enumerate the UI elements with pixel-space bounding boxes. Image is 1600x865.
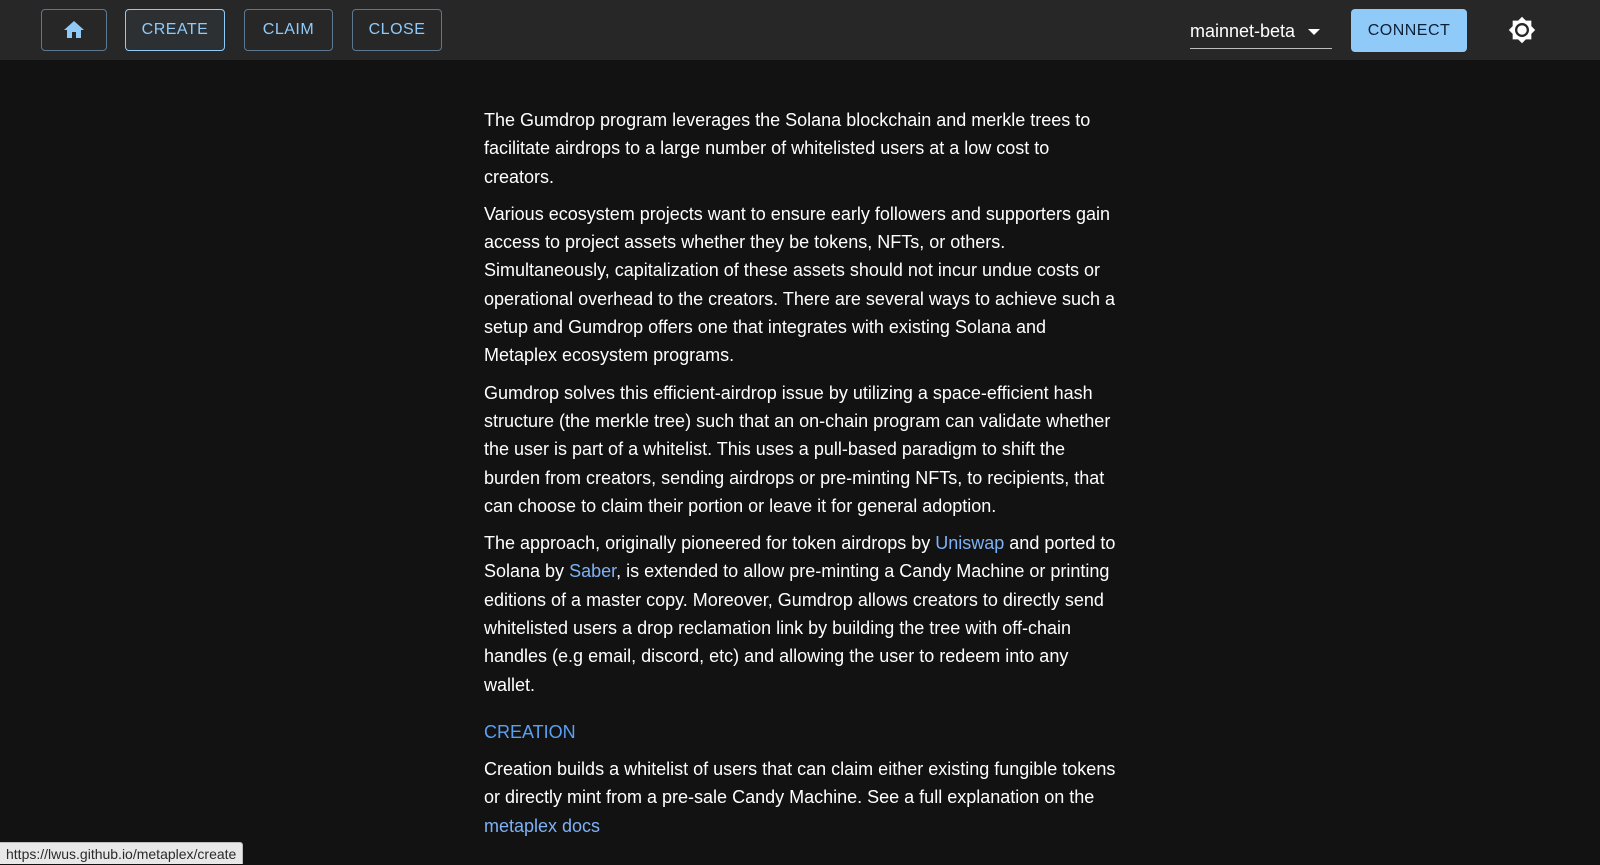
home-button[interactable] <box>41 9 107 51</box>
connect-button[interactable]: CONNECT <box>1351 9 1467 52</box>
main-content <box>484 106 1124 849</box>
ecosystem-paragraph: Various ecosystem projects want to ensure early followers and supporters gain access to project assets whether they be tokens, NFTs, or others. Simultaneously, capitalization of these assets should not incur undue costs or operational overhead to the creators. There are several ways to achieve such a setup and Gumdrop offers one that integrates with existing Solana and Metaplex ecosystem programs. <box>484 203 1116 366</box>
metaplex-docs-link[interactable]: metaplex docs <box>484 815 601 836</box>
create-button[interactable]: CREATE <box>125 9 225 51</box>
network-select[interactable] <box>1190 14 1332 49</box>
home-icon <box>62 18 86 42</box>
uniswap-link[interactable]: Uniswap <box>935 533 1005 554</box>
claim-button[interactable]: CLAIM <box>244 9 333 51</box>
approach-text-3: , is extended to allow pre-minting a Candy Machine or printing editions of a master copy. Moreover, Gumdrop allows creators to directly send whitelisted users a drop reclamation link by building the tree with off-chain handles (e.g email, discord, etc) and allowing the user to redeem into any wallet. <box>484 561 1110 695</box>
creation-heading: CREATION <box>484 721 576 742</box>
close-button[interactable]: CLOSE <box>352 9 442 51</box>
approach-paragraph <box>484 529 1124 699</box>
approach-text-1: The approach, originally pioneered for token airdrops by <box>484 533 936 554</box>
chevron-down-icon <box>1308 29 1320 35</box>
link-status-bar: https://lwus.github.io/metaplex/create <box>0 842 243 864</box>
saber-link[interactable]: Saber <box>569 561 617 582</box>
approach-text-2: and ported to Solana by <box>484 533 1116 582</box>
creation-text: Creation builds a whitelist of users that can claim either existing fungible tokens or directly mint from a pre-sale Candy Machine. See a full explanation on the <box>484 758 1116 808</box>
intro-paragraph: The Gumdrop program leverages the Solana blockchain and merkle trees to facilitate airdrops to a large number of whitelisted users at a low cost to creators. <box>484 110 1091 187</box>
brightness-icon[interactable] <box>1508 16 1536 44</box>
solution-paragraph: Gumdrop solves this efficient-airdrop issue by utilizing a space-efficient hash structure (the merkle tree) such that an on-chain program can validate whether the user is part of a whitelist. This uses a pull-based paradigm to shift the burden from creators, sending airdrops or pre-minting NFTs, to recipients, that can choose to claim their portion or leave it for general adoption. <box>484 382 1111 516</box>
network-select-value: mainnet-beta <box>1190 20 1296 41</box>
app-bar <box>0 0 1600 60</box>
creation-paragraph <box>484 755 1124 840</box>
